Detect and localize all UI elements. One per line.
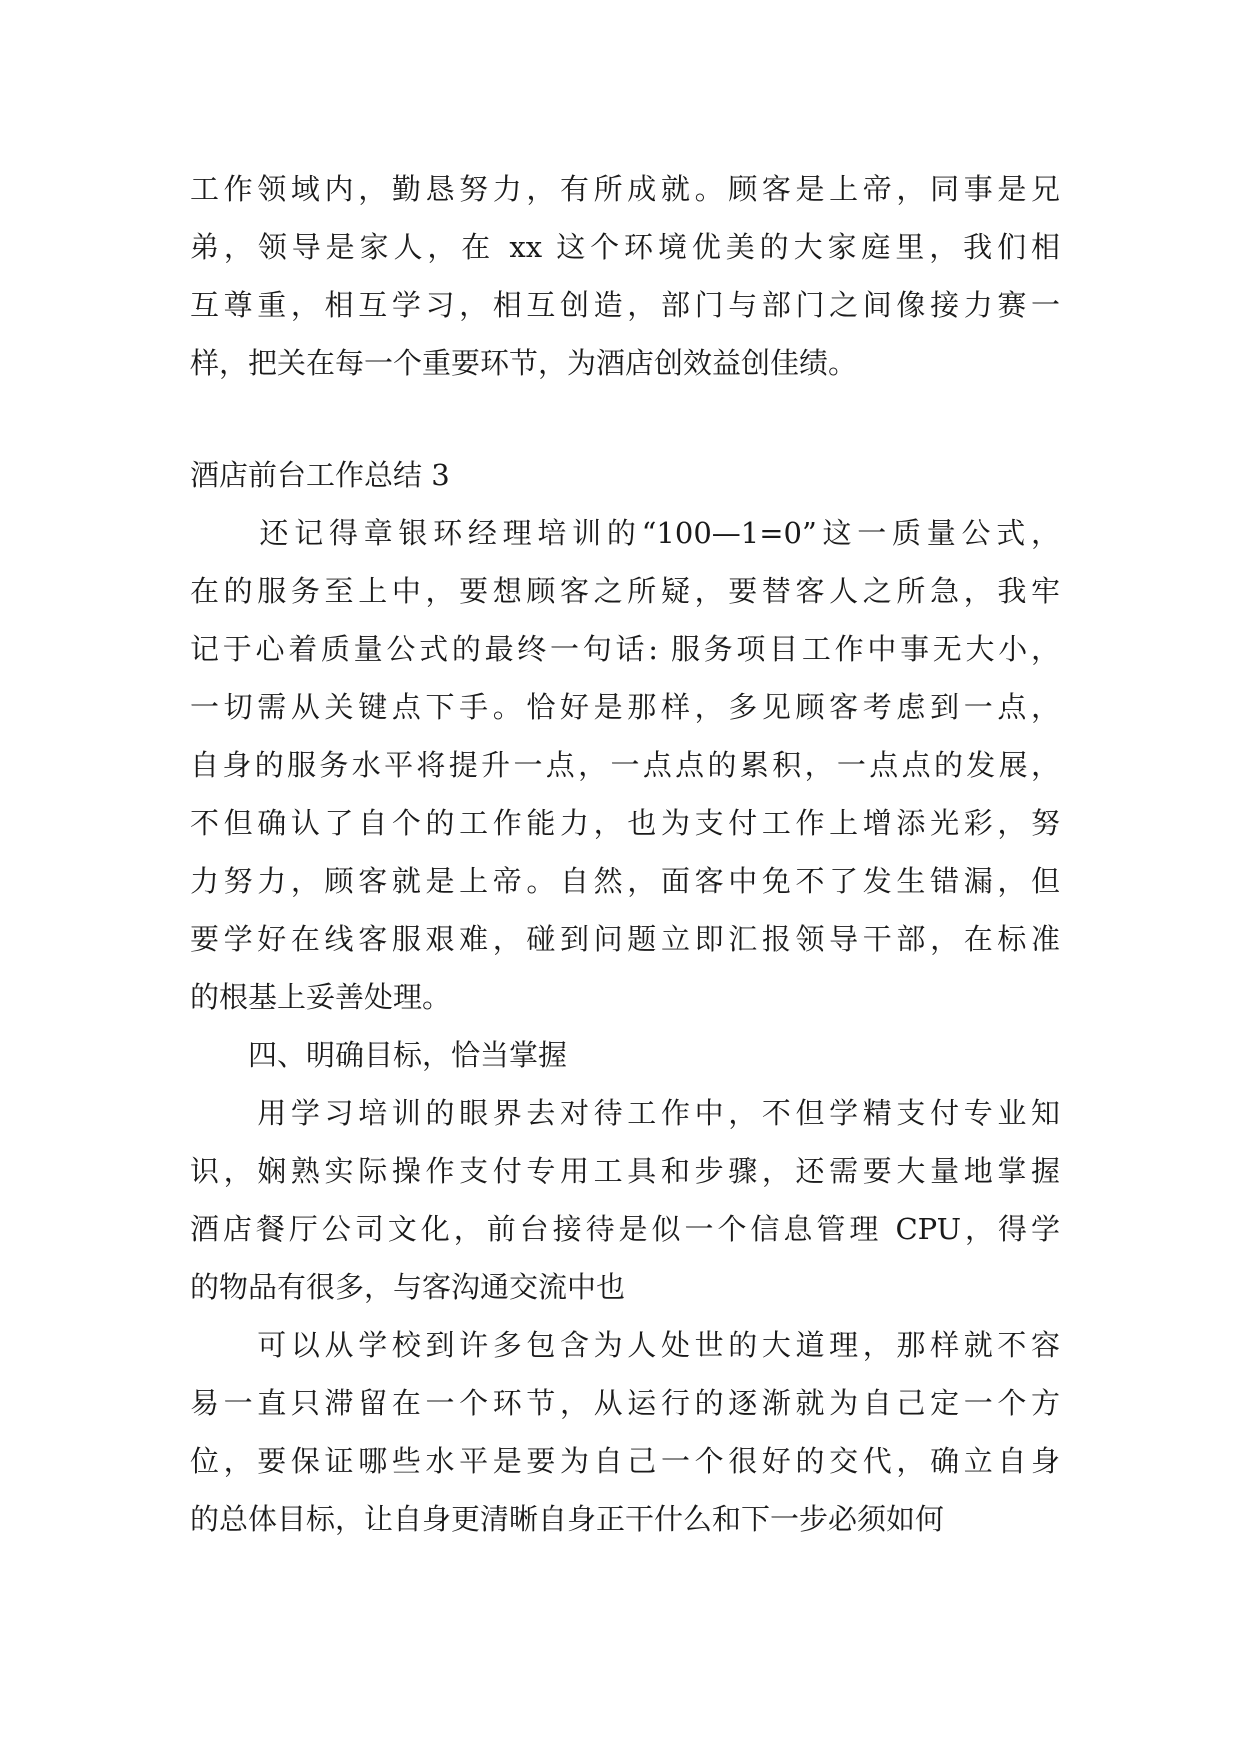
text-line: 一切需从关键点下手。恰好是那样，多见顾客考虑到一点，	[190, 690, 1060, 724]
text-line: 记于心着质量公式的最终一句话: 服务项目工作中事无大小，	[190, 632, 1060, 666]
section-spacer	[190, 392, 1060, 446]
text-line: 的根基上妥善处理。	[190, 980, 452, 1014]
text-line: 的总体目标，让自身更清晰自身正干什么和下一步必须如何	[190, 1502, 945, 1536]
text-line: 弟，领导是家人，在 xx 这个环境优美的大家庭里，我们相	[190, 230, 1060, 264]
text-line: 的物品有很多，与客沟通交流中也	[190, 1270, 626, 1304]
text-line: 用学习培训的眼界去对待工作中，不但学精支付专业知	[190, 1096, 1060, 1130]
text-line: 位，要保证哪些水平是要为自己一个很好的交代，确立自身	[190, 1444, 1060, 1478]
subheading-line: 四、明确目标，恰当掌握	[190, 1038, 568, 1072]
text-line: 互尊重，相互学习，相互创造，部门与部门之间像接力赛一	[190, 288, 1060, 322]
document-body	[190, 160, 1060, 1548]
text-line: 还记得章银环经理培训的“100—1=0”这一质量公式，	[190, 516, 1060, 550]
text-line: 自身的服务水平将提升一点，一点点的累积，一点点的发展，	[190, 748, 1060, 782]
text-line: 要学好在线客服艰难，碰到问题立即汇报领导干部，在标准	[190, 922, 1060, 956]
text-line: 可以从学校到许多包含为人处世的大道理，那样就不容	[190, 1328, 1060, 1362]
text-line: 识，娴熟实际操作支付专用工具和步骤，还需要大量地掌握	[190, 1154, 1060, 1188]
text-line: 酒店餐厅公司文化，前台接待是似一个信息管理 CPU，得学	[190, 1212, 1060, 1246]
text-line: 在的服务至上中，要想顾客之所疑，要替客人之所急，我牢	[190, 574, 1060, 608]
intro-paragraph	[190, 160, 1060, 392]
section-heading: 酒店前台工作总结 3	[190, 458, 450, 492]
text-line: 易一直只滞留在一个环节，从运行的逐渐就为自己定一个方	[190, 1386, 1060, 1420]
text-line: 不但确认了自个的工作能力，也为支付工作上增添光彩，努	[190, 806, 1060, 840]
text-line: 工作领域内，勤恳努力，有所成就。顾客是上帝，同事是兄	[190, 172, 1060, 206]
text-line: 力努力，顾客就是上帝。自然，面客中免不了发生错漏，但	[190, 864, 1060, 898]
text-line: 样，把关在每一个重要环节，为酒店创效益创佳绩。	[190, 346, 858, 380]
section-body	[190, 504, 1060, 1548]
